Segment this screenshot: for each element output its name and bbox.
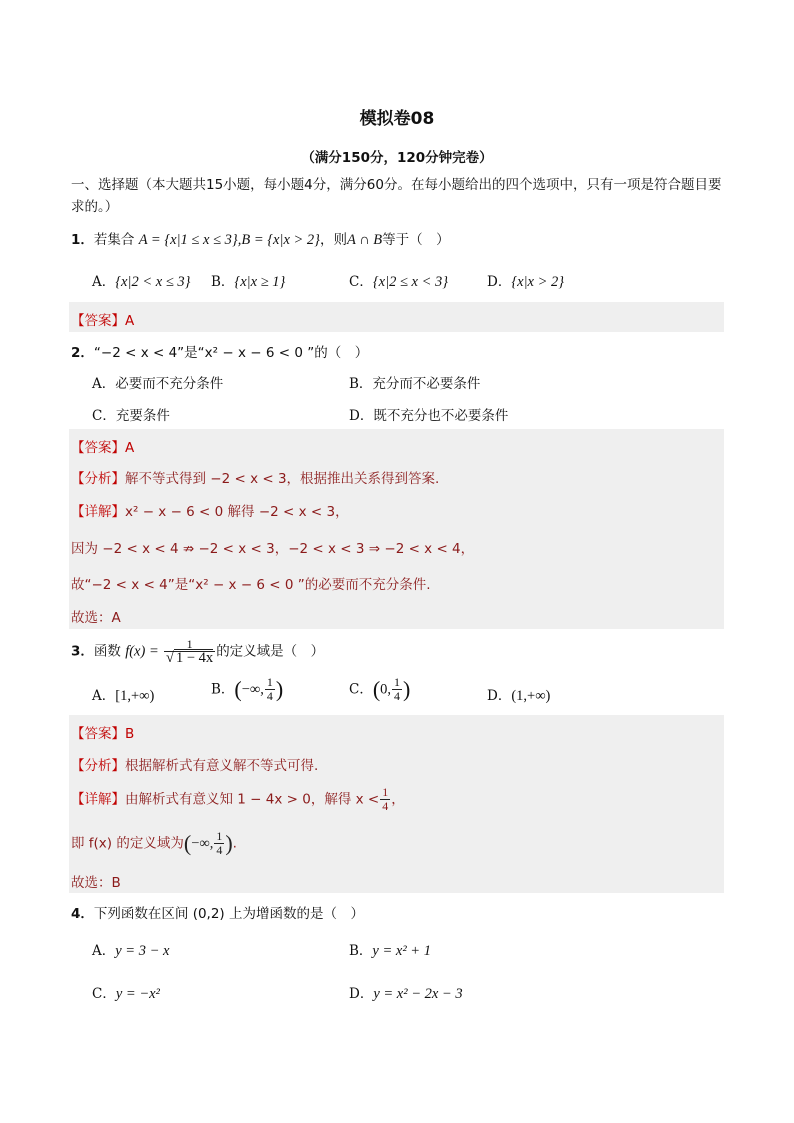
q3-option-d[interactable]: D．(1,+∞) xyxy=(487,688,551,704)
q2-detail-line-1: 因为 −2 < x < 4 ⇏ −2 < x < 3，−2 < x < 3 ⇒ −2 < x < 4， xyxy=(71,541,475,557)
q2-detail-line-2: 故“−2 < x < 4”是“x² − x − 6 < 0 ”的必要而不充分条件. xyxy=(71,577,431,593)
q1-option-c[interactable]: C．{x|2 ≤ x < 3} xyxy=(349,274,449,290)
q3-option-a[interactable]: A．[1,+∞) xyxy=(92,688,155,704)
q1-option-b[interactable]: B．{x|x ≥ 1} xyxy=(211,274,286,290)
q3-analysis: 【分析】根据解析式有意义解不等式可得. xyxy=(71,758,319,774)
q3-option-b[interactable]: B．(−∞, $\frac{1}{4}$ ) xyxy=(211,675,284,703)
question-number: 3． xyxy=(71,643,94,660)
question-number: 4． xyxy=(71,906,94,922)
q2-option-b[interactable]: B．充分而不必要条件 xyxy=(349,376,481,392)
section-instructions: 一、选择题（本大题共15小题，每小题4分，满分60分。在每小题给出的四个选项中，只有一项是符合题目要求的。） xyxy=(71,177,722,215)
q2-option-a[interactable]: A．必要而不充分条件 xyxy=(92,376,224,392)
q1-option-d[interactable]: D．{x|x > 2} xyxy=(487,274,565,290)
q2-analysis: 【分析】解不等式得到 −2 < x < 3，根据推出关系得到答案. xyxy=(71,471,440,487)
q2-option-c[interactable]: C．充要条件 xyxy=(92,408,170,424)
question-1: 1．若集合 A = {x|1 ≤ x ≤ 3},B = {x|x > 2}，则A ∩ B等于（ ） xyxy=(71,232,450,248)
q3-choose: 故选：B xyxy=(71,875,121,891)
q2-choose: 故选：A xyxy=(71,610,121,626)
q4-option-c[interactable]: C．y = −x² xyxy=(92,986,160,1002)
q1-option-a[interactable]: A．{x|2 < x ≤ 3} xyxy=(92,274,191,290)
set-a: A = {x|1 ≤ x ≤ 3} xyxy=(138,232,238,248)
q3-detail: 【详解】由解析式有意义知 1 − 4x > 0，解得 x < $\frac{1}{4}$ ， xyxy=(71,785,405,813)
function-fraction: $\frac{1}{√ 1 - 4x}$ xyxy=(166,637,214,666)
q1-answer-band xyxy=(69,302,724,332)
question-3: 3．函数 f(x) = $\frac{1}{√ 1 - 4x}$ 的定义域是（ ） xyxy=(71,637,325,666)
q3-option-c[interactable]: C．(0, $\frac{1}{4}$ ) xyxy=(349,675,411,703)
question-number: 1． xyxy=(71,232,94,248)
q2-solution-band xyxy=(69,429,724,629)
question-4: 4．下列函数在区间 (0,2) 上为增函数的是（ ） xyxy=(71,906,364,922)
q3-detail-line-1: 即 f(x) 的定义域为(−∞, $\frac{1}{4}$ ). xyxy=(71,829,237,857)
page-title: 模拟卷08 xyxy=(359,109,435,129)
page-subtitle: （满分150分，120分钟完卷） xyxy=(301,150,493,166)
q1-answer: 【答案】A xyxy=(71,313,135,329)
q2-detail: 【详解】x² − x − 6 < 0 解得 −2 < x < 3， xyxy=(71,504,349,520)
q4-option-a[interactable]: A．y = 3 − x xyxy=(92,943,170,959)
set-b: ,B = {x|x > 2} xyxy=(237,232,320,248)
q4-option-b[interactable]: B．y = x² + 1 xyxy=(349,943,431,959)
function-name: f(x) = xyxy=(125,643,159,660)
intersection-expr: A ∩ B xyxy=(346,232,383,248)
q4-option-d[interactable]: D．y = x² − 2x − 3 xyxy=(349,986,463,1002)
q2-answer: 【答案】A xyxy=(71,440,135,456)
question-2: 2．“−2 < x < 4”是“x² − x − 6 < 0 ”的（ ） xyxy=(71,345,369,361)
question-number: 2． xyxy=(71,345,94,361)
q3-answer: 【答案】B xyxy=(71,726,135,742)
q2-option-d[interactable]: D．既不充分也不必要条件 xyxy=(349,408,509,424)
